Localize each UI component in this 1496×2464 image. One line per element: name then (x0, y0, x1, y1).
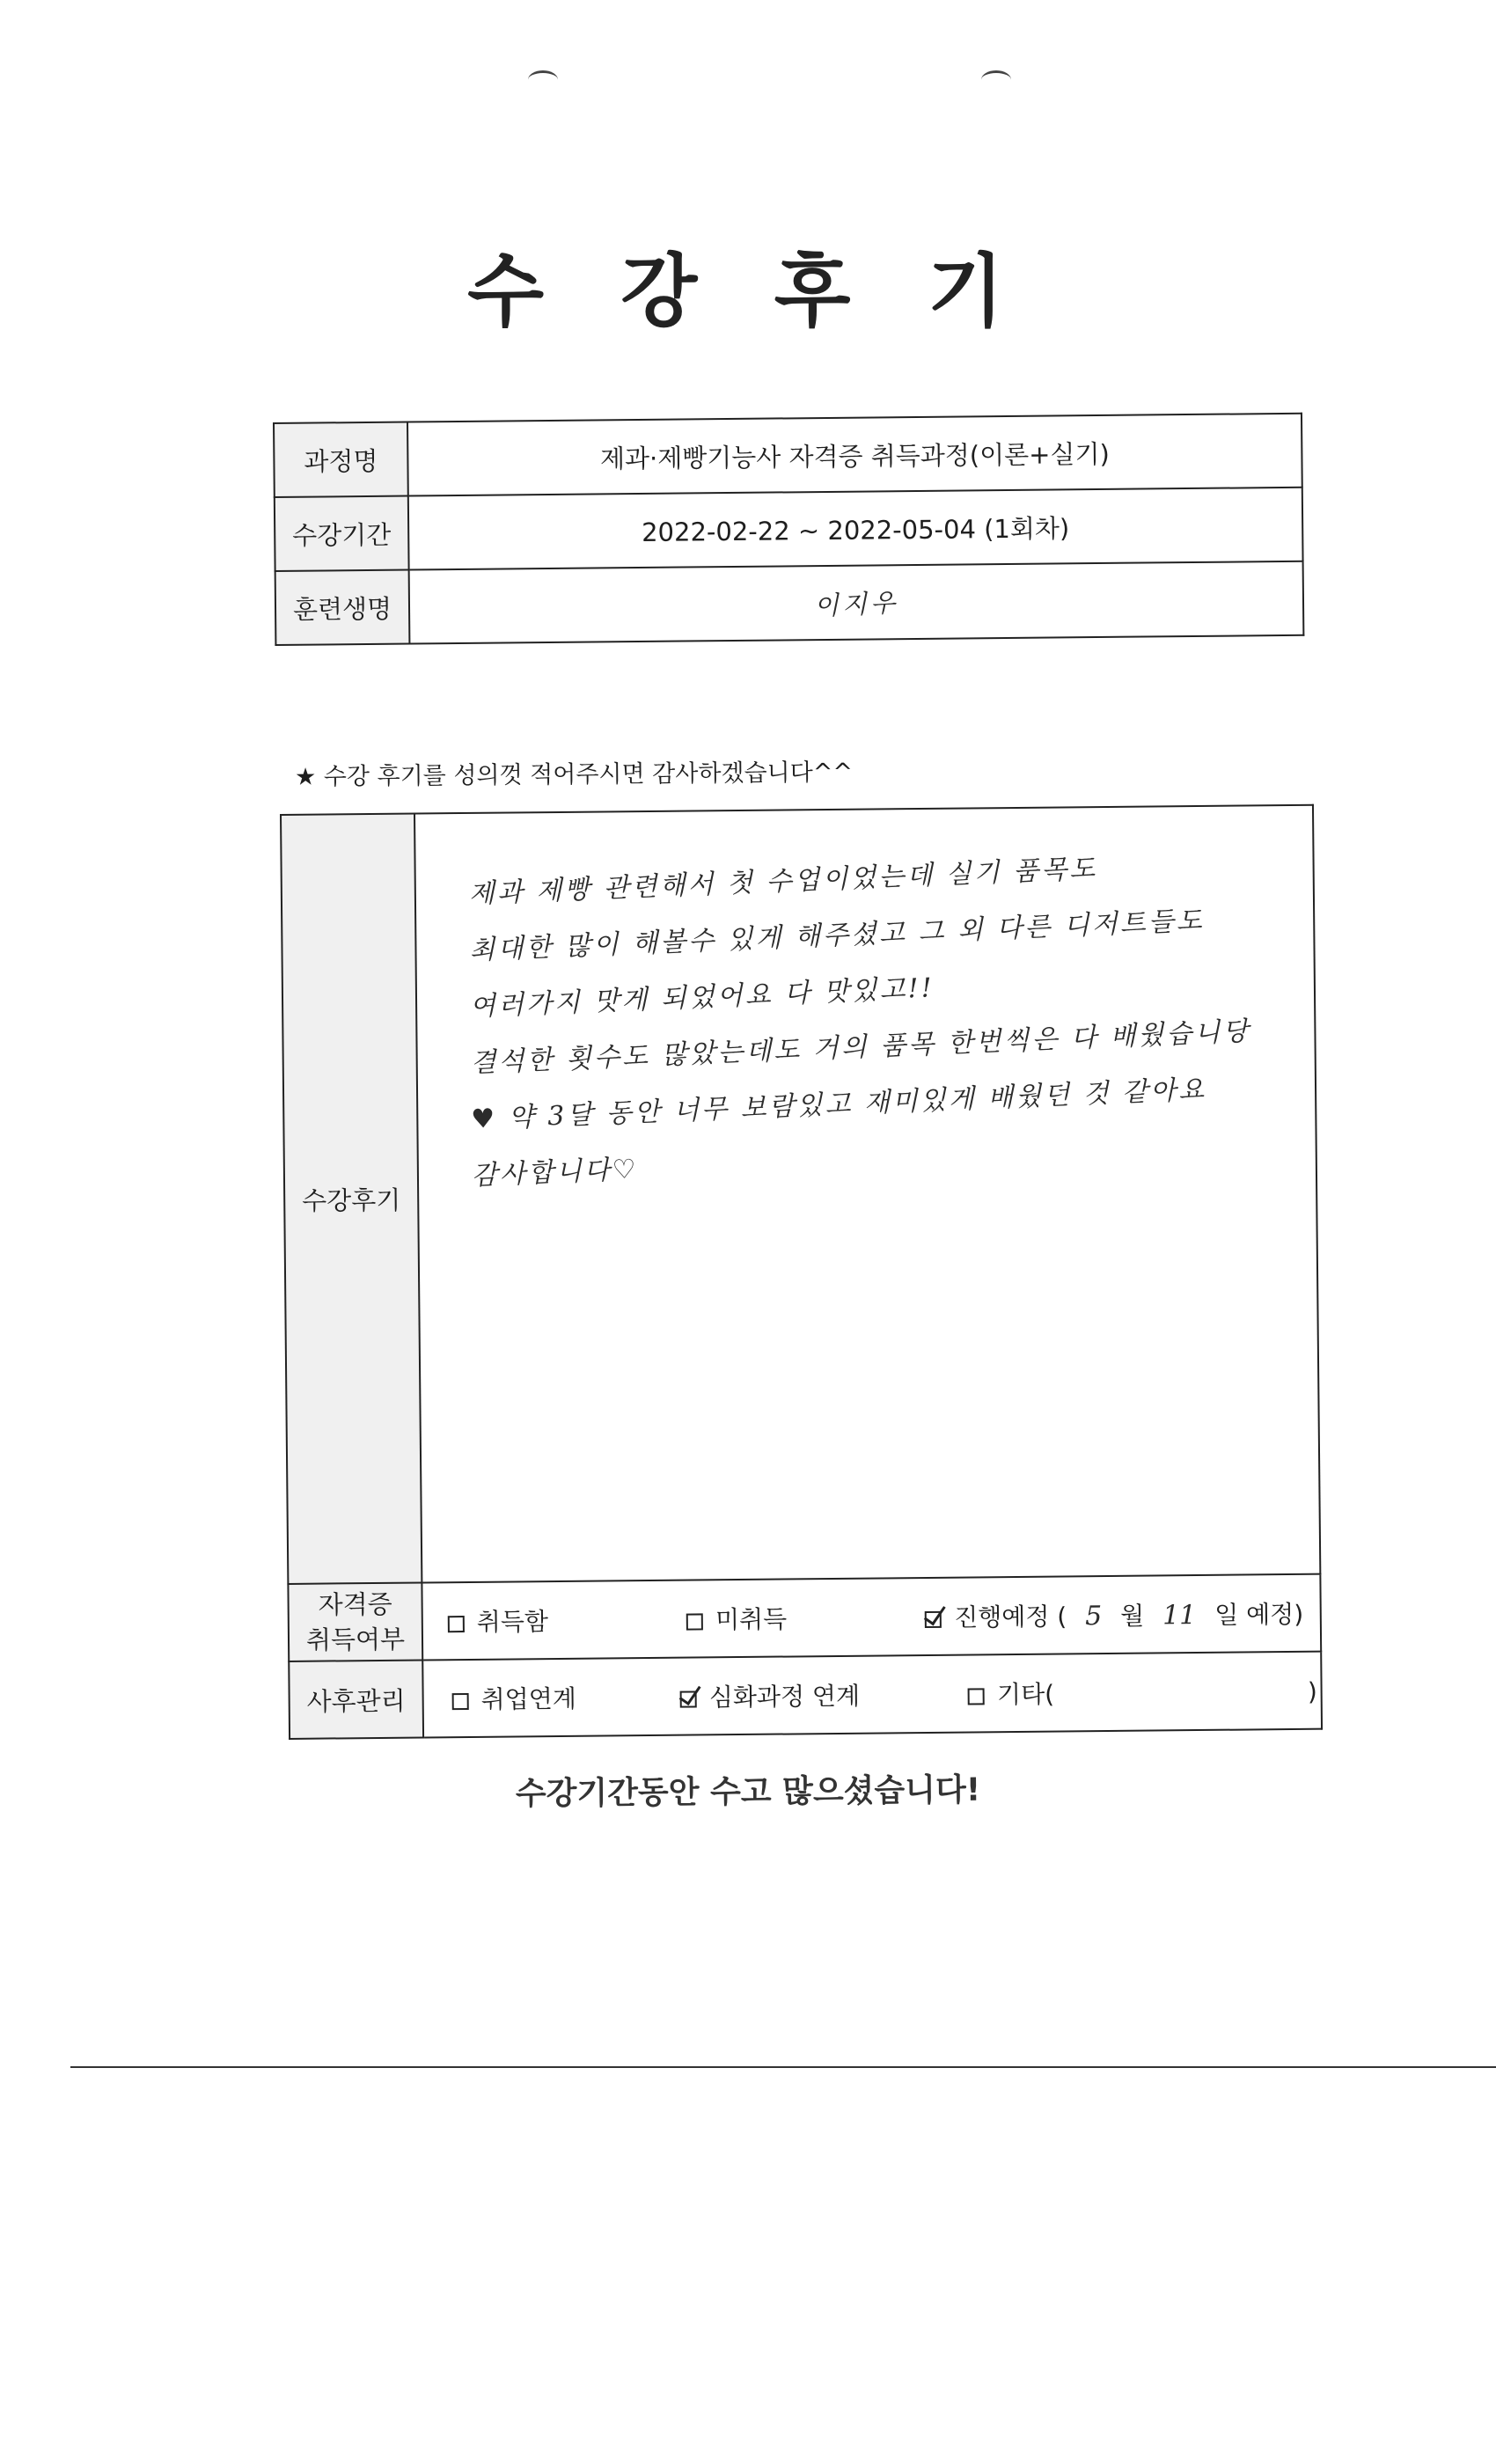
checked-checkbox-icon[interactable] (925, 1610, 942, 1627)
trainee-value-cell (409, 561, 1304, 644)
page-edge-line (70, 2066, 1496, 2068)
option-label: 심화과정 연계 (708, 1681, 861, 1712)
punch-hole-right (981, 70, 1011, 89)
course-row (274, 414, 1302, 497)
aftercare-row (289, 1652, 1322, 1739)
checked-checkbox-icon[interactable] (680, 1690, 697, 1707)
option-label: 취업연계 (480, 1683, 577, 1714)
aftercare-options (422, 1652, 1322, 1738)
review-line: ♥ 약 3달 동안 너무 보람있고 재미있게 배웠던 것 같아요 (470, 1074, 1207, 1135)
checkbox-icon[interactable] (452, 1692, 469, 1709)
certification-label (288, 1582, 422, 1661)
scheduled-month-handwritten: 5 (1085, 1601, 1103, 1632)
review-line: 여러가지 맛게 되었어요 다 맛있고!! (469, 972, 935, 1023)
review-notice: ★ 수강 후기를 성의껏 적어주시면 감사하겠습니다^^ (294, 759, 854, 791)
review-line: 감사합니다♡ (471, 1154, 640, 1192)
trainee-name-handwritten: 이지우 (813, 587, 899, 621)
option-obtained[interactable] (448, 1602, 678, 1639)
certification-options (422, 1574, 1321, 1661)
option-not-obtained[interactable] (686, 1599, 917, 1637)
course-value: 제과·제빵기능사 자격증 취득과정(이론+실기) (407, 414, 1302, 496)
review-line: 결석한 횟수도 많았는데도 거의 품목 한번씩은 다 배웠습니당 (469, 1016, 1251, 1079)
scheduled-day-handwritten: 11 (1162, 1600, 1197, 1632)
checkbox-icon[interactable] (448, 1616, 465, 1632)
certification-label-line1: 자격증 (318, 1588, 392, 1620)
course-info-table (273, 413, 1304, 646)
review-table (280, 804, 1323, 1740)
aftercare-label: 사후관리 (289, 1660, 423, 1738)
trainee-label: 훈련생명 (275, 570, 410, 645)
punch-hole-left (528, 70, 558, 89)
review-row (281, 805, 1320, 1584)
course-label: 과정명 (274, 422, 408, 497)
page-title: 수 강 후 기 (467, 246, 1029, 338)
option-job-linkage[interactable] (451, 1679, 671, 1716)
review-label: 수강후기 (281, 814, 422, 1584)
period-label: 수강기간 (275, 496, 409, 571)
day-unit: 일 예정) (1214, 1599, 1304, 1630)
review-line: 최대한 많이 해볼수 있게 해주셨고 그 외 다른 디저트들도 (468, 905, 1206, 966)
option-label: 기타( (996, 1679, 1055, 1710)
certification-row (288, 1574, 1321, 1661)
month-unit: 월 (1120, 1601, 1145, 1631)
option-other[interactable] (968, 1673, 1317, 1712)
trainee-row (275, 561, 1304, 645)
review-line: 제과 제빵 관련해서 첫 수업이었는데 실기 품목도 (468, 853, 1098, 910)
closing-message: 수강기간동안 수고 많으셨습니다! (515, 1771, 981, 1813)
certification-label-line2: 취득여부 (305, 1624, 406, 1655)
period-row (275, 488, 1303, 571)
other-close-paren: ) (1307, 1676, 1318, 1706)
option-label: 미취득 (715, 1604, 788, 1635)
checkbox-icon[interactable] (686, 1613, 703, 1630)
checkbox-icon[interactable] (968, 1688, 985, 1705)
option-scheduled[interactable] (925, 1595, 1303, 1634)
option-label: 취득함 (476, 1607, 549, 1637)
review-body (414, 805, 1320, 1583)
period-value: 2022-02-22 ~ 2022-05-04 (1회차) (408, 488, 1303, 570)
option-label: 진행예정 ( (954, 1602, 1067, 1632)
option-advanced-course[interactable] (680, 1676, 960, 1714)
review-text-block (415, 806, 1316, 1206)
